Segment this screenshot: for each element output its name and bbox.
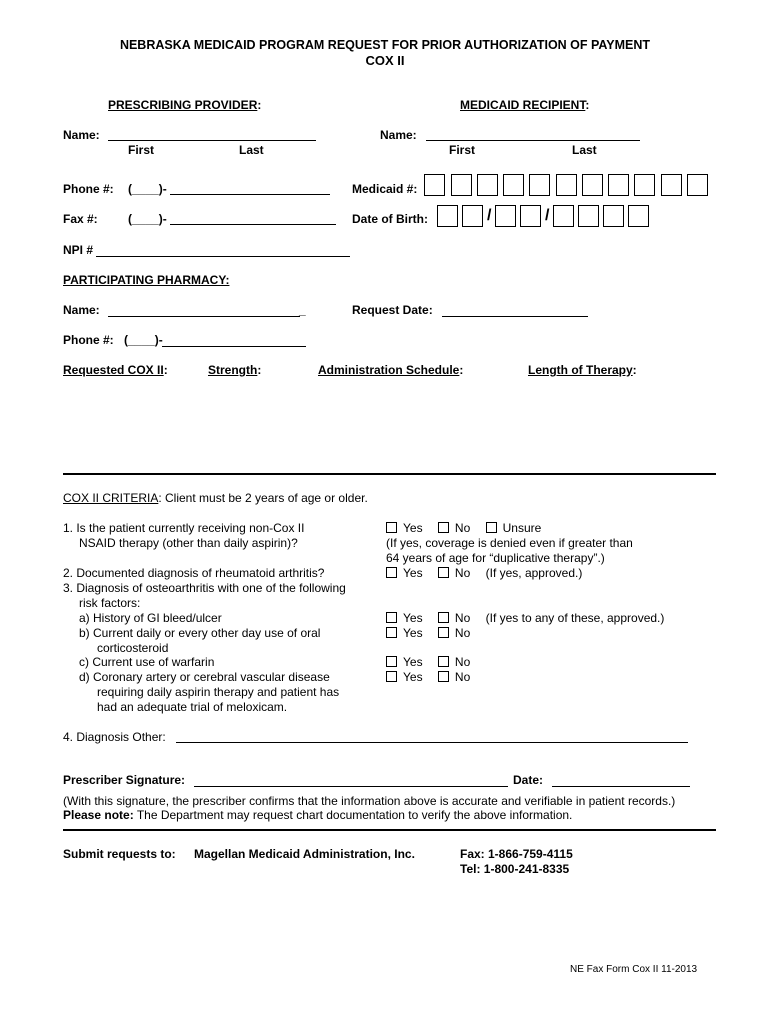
question-3d-options: Yes No xyxy=(386,670,470,685)
dob-year-box[interactable] xyxy=(553,205,574,227)
question-1-options: Yes No Unsure xyxy=(386,521,541,536)
question-3b: b) Current daily or every other day use of oral xyxy=(79,626,321,640)
prescriber-fax-field[interactable] xyxy=(170,224,336,225)
prescriber-phone-label: Phone #: xyxy=(63,182,114,196)
medicaid-digit-box[interactable] xyxy=(661,174,682,196)
q1-no-checkbox[interactable] xyxy=(438,522,449,533)
npi-field[interactable] xyxy=(96,256,350,257)
question-1-note-cont: 64 years of age for “duplicative therapy”.) xyxy=(386,551,605,565)
prescriber-first-caption: First xyxy=(128,143,155,157)
question-3c: c) Current use of warfarin xyxy=(79,655,215,669)
prescriber-last-caption: Last xyxy=(239,143,264,157)
q3a-yes-checkbox[interactable] xyxy=(386,612,397,623)
signature-date-field[interactable] xyxy=(552,786,690,787)
q2-yes-checkbox[interactable] xyxy=(386,567,397,578)
question-2: 2. Documented diagnosis of rheumatoid arthritis? xyxy=(63,566,325,580)
question-2-options: Yes No (If yes, approved.) xyxy=(386,566,582,581)
prescriber-heading: PRESCRIBING PROVIDER: xyxy=(108,98,262,112)
prescriber-phone-field[interactable] xyxy=(170,194,330,195)
strength-label: Strength: xyxy=(208,363,262,377)
dob-slash: / xyxy=(487,207,492,224)
question-3a-options: Yes No (If yes to any of these, approved.) xyxy=(386,611,664,626)
length-of-therapy-label: Length of Therapy: xyxy=(528,363,637,377)
dob-day-box[interactable] xyxy=(495,205,516,227)
question-1: 1. Is the patient currently receiving non-Cox II xyxy=(63,521,305,535)
q3b-yes-checkbox[interactable] xyxy=(386,627,397,638)
requested-drug-label: Requested COX II: xyxy=(63,363,168,377)
form-id: NE Fax Form Cox II 11-2013 xyxy=(570,964,698,975)
pharmacy-phone-field[interactable] xyxy=(162,346,306,347)
question-3d-cont: requiring daily aspirin therapy and patient has xyxy=(97,685,340,699)
dob-month-box[interactable] xyxy=(437,205,458,227)
pharmacy-name-label: Name: xyxy=(63,303,100,317)
question-3-cont: risk factors: xyxy=(79,596,141,610)
medicaid-digit-box[interactable] xyxy=(634,174,655,196)
medicaid-digit-box[interactable] xyxy=(477,174,498,196)
recipient-name-label: Name: xyxy=(380,128,417,142)
question-3d-cont2: had an adequate trial of meloxicam. xyxy=(97,700,288,714)
dob-year-box[interactable] xyxy=(578,205,599,227)
section-divider xyxy=(63,829,716,831)
submit-label: Submit requests to: xyxy=(63,847,176,861)
request-date-field[interactable] xyxy=(442,316,588,317)
question-1-cont: NSAID therapy (other than daily aspirin)? xyxy=(79,536,298,550)
q3d-no-checkbox[interactable] xyxy=(438,671,449,682)
q3c-no-checkbox[interactable] xyxy=(438,656,449,667)
recipient-first-caption: First xyxy=(449,143,476,157)
submit-organization: Magellan Medicaid Administration, Inc. xyxy=(194,847,415,861)
dob-slash: / xyxy=(545,207,550,224)
pharmacy-heading: PARTICIPATING PHARMACY: xyxy=(63,273,230,287)
criteria-heading: COX II CRITERIA: Client must be 2 years of age or older. xyxy=(63,491,368,505)
dob-year-box[interactable] xyxy=(628,205,649,227)
diagnosis-other-field[interactable] xyxy=(176,742,688,743)
signature-date-label: Date: xyxy=(513,773,544,787)
question-3d: d) Coronary artery or cerebral vascular disease xyxy=(79,670,330,684)
medicaid-digit-box[interactable] xyxy=(503,174,524,196)
form-subtitle: COX II xyxy=(365,53,405,68)
recipient-heading: MEDICAID RECIPIENT: xyxy=(460,98,590,112)
medicaid-digit-box[interactable] xyxy=(451,174,472,196)
question-3b-options: Yes No xyxy=(386,626,470,641)
question-3a: a) History of GI bleed/ulcer xyxy=(79,611,222,625)
medicaid-digit-box[interactable] xyxy=(608,174,629,196)
form-title: NEBRASKA MEDICAID PROGRAM REQUEST FOR PRIOR AUTHORIZATION OF PAYMENT xyxy=(119,38,651,52)
medicaid-number-label: Medicaid #: xyxy=(352,182,418,196)
prescriber-signature-label: Prescriber Signature: xyxy=(63,773,186,787)
medicaid-digit-box[interactable] xyxy=(529,174,550,196)
pharmacy-phone-label: Phone #: xyxy=(63,333,114,347)
administration-schedule-label: Administration Schedule: xyxy=(318,363,464,377)
submit-tel: Tel: 1-800-241-8335 xyxy=(460,862,570,876)
pharmacy-phone-prefix: (____)- xyxy=(124,333,163,347)
q3a-no-checkbox[interactable] xyxy=(438,612,449,623)
q1-yes-checkbox[interactable] xyxy=(386,522,397,533)
section-divider xyxy=(63,473,716,475)
submit-fax: Fax: 1-866-759-4115 xyxy=(460,847,573,861)
question-4: 4. Diagnosis Other: xyxy=(63,730,166,744)
dob-year-box[interactable] xyxy=(603,205,624,227)
q3b-no-checkbox[interactable] xyxy=(438,627,449,638)
signature-confirmation: (With this signature, the prescriber confirms that the information above is accurate and verifiable in patient records.) xyxy=(63,794,676,808)
pharmacy-name-suffix: _ xyxy=(299,303,306,317)
question-1-note: (If yes, coverage is denied even if greater than xyxy=(386,536,633,550)
dob-day-box[interactable] xyxy=(520,205,541,227)
department-note: Please note: The Department may request chart documentation to verify the above information. xyxy=(63,808,573,822)
medicaid-digit-box[interactable] xyxy=(556,174,577,196)
request-date-label: Request Date: xyxy=(352,303,433,317)
dob-label: Date of Birth: xyxy=(352,212,428,226)
prescriber-name-label: Name: xyxy=(63,128,100,142)
medicaid-digit-box[interactable] xyxy=(582,174,603,196)
dob-month-box[interactable] xyxy=(462,205,483,227)
prescriber-phone-prefix: (____)- xyxy=(128,182,167,196)
question-3-note: (If yes to any of these, approved.) xyxy=(485,611,665,625)
medicaid-digit-box[interactable] xyxy=(687,174,708,196)
q3d-yes-checkbox[interactable] xyxy=(386,671,397,682)
prescriber-fax-label: Fax #: xyxy=(63,212,98,226)
question-3c-options: Yes No xyxy=(386,655,470,670)
recipient-last-caption: Last xyxy=(572,143,597,157)
prescriber-name-field[interactable] xyxy=(108,140,316,141)
prescriber-signature-field[interactable] xyxy=(194,786,508,787)
prescriber-fax-prefix: (____)- xyxy=(128,212,167,226)
npi-label: NPI # xyxy=(63,243,94,257)
q1-unsure-checkbox[interactable] xyxy=(486,522,497,533)
medicaid-digit-box[interactable] xyxy=(424,174,445,196)
question-2-note: (If yes, approved.) xyxy=(485,566,583,580)
q3c-yes-checkbox[interactable] xyxy=(386,656,397,667)
pharmacy-name-field[interactable] xyxy=(108,316,300,317)
q2-no-checkbox[interactable] xyxy=(438,567,449,578)
question-3: 3. Diagnosis of osteoarthritis with one of the following xyxy=(63,581,346,595)
question-3b-cont: corticosteroid xyxy=(97,641,169,655)
recipient-name-field[interactable] xyxy=(426,140,640,141)
